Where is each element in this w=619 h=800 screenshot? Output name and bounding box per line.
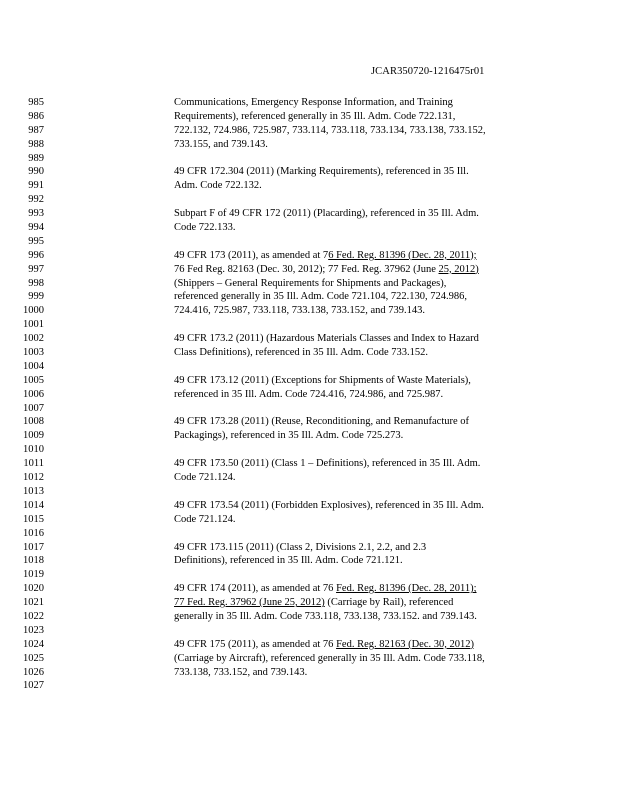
text-segment: Adm. Code 722.132. [174, 180, 262, 192]
line-number: 990 [28, 166, 44, 178]
text-segment: Packagings), referenced in 35 Ill. Adm. Code 725.273. [174, 430, 404, 442]
line-number: 988 [28, 138, 44, 150]
line-number: 1023 [23, 624, 44, 636]
line-number: 1024 [23, 638, 44, 650]
line-number: 1003 [23, 347, 44, 359]
line-number: 1021 [23, 597, 44, 609]
line-number: 1004 [23, 360, 44, 372]
line-number: 999 [28, 291, 44, 303]
underlined-text: Fed. Reg. 82163 (Dec. 30, 2012) [336, 638, 474, 650]
text-line [174, 374, 534, 388]
text-line [174, 679, 534, 693]
underlined-text: 25, 2012) [438, 263, 479, 275]
text-line [174, 290, 534, 304]
text-segment: referenced in 35 Ill. Adm. Code 724.416, 724.986, and 725.987. [174, 388, 444, 400]
text-segment: 733.155, and 739.143. [174, 138, 268, 150]
text-segment: 49 CFR 173 (2011), as amended at 7 [174, 249, 329, 261]
text-segment: 49 CFR 175 (2011), as amended at 76 [174, 638, 337, 650]
line-number: 991 [28, 180, 44, 192]
text-line [174, 138, 534, 152]
underlined-text: Fed. Reg. 81396 (Dec. 28, 2011); [336, 583, 477, 595]
line-number: 1000 [23, 305, 44, 317]
line-number: 985 [28, 97, 44, 108]
text-line [174, 96, 534, 110]
line-number: 1008 [23, 416, 44, 428]
text-line [174, 610, 534, 624]
line-number: 1009 [23, 430, 44, 442]
text-line [174, 554, 534, 568]
line-number: 1017 [23, 541, 44, 553]
line-number: 1013 [23, 485, 44, 497]
line-number: 998 [28, 277, 44, 289]
text-segment: 49 CFR 173.50 (2011) (Class 1 – Definitions), referenced in 35 Ill. Adm. [174, 458, 481, 470]
text-segment: 49 CFR 172.304 (2011) (Marking Requirements), referenced in 35 Ill. [174, 166, 469, 178]
text-segment: 722.132, 724.986, 725.987, 733.114, 733.118, 733.134, 733.138, 733.152, [174, 124, 486, 136]
line-number: 1002 [23, 333, 44, 345]
text-segment: generally in 35 Ill. Adm. Code 733.118, 733.138, 733.152. and 739.143. [174, 610, 477, 622]
text-line [174, 499, 534, 513]
underlined-text: 77 Fed. Reg. 37962 (June 25, 2012) [174, 597, 325, 609]
text-segment: 49 CFR 173.115 (2011) (Class 2, Divisions 2.1, 2.2, and 2.3 [174, 541, 427, 553]
line-number-column [0, 96, 44, 693]
text-line [174, 652, 534, 666]
text-segment: 724.416, 725.987, 733.118, 733.138, 733.152, and 739.143. [174, 305, 426, 317]
line-number: 1027 [23, 680, 44, 692]
text-line [174, 263, 534, 277]
text-line [174, 443, 534, 457]
line-number: 1020 [23, 583, 44, 595]
underlined-text: 6 Fed. Reg. 81396 (Dec. 28, 2011); [328, 249, 477, 261]
text-line [174, 304, 534, 318]
document-id-header: JCAR350720-1216475r01 [371, 66, 485, 77]
text-line [174, 596, 534, 610]
line-number: 1014 [23, 499, 44, 511]
text-segment: (Carriage by Aircraft), referenced generally in 35 Ill. Adm. Code 733.118, [174, 652, 485, 664]
line-number: 1007 [23, 402, 44, 414]
line-number: 987 [28, 124, 44, 136]
text-segment: 49 CFR 173.54 (2011) (Forbidden Explosives), referenced in 35 Ill. Adm. [174, 499, 484, 511]
text-segment: (Carriage by Rail), referenced [324, 597, 454, 609]
text-segment: 49 CFR 173.12 (2011) (Exceptions for Shipments of Waste Materials), [174, 374, 471, 386]
text-line [174, 666, 534, 680]
text-line [174, 152, 534, 166]
line-number: 1005 [23, 374, 44, 386]
line-number: 1011 [23, 458, 44, 470]
line-number: 1010 [23, 444, 44, 456]
text-line [174, 346, 534, 360]
text-line [174, 193, 534, 207]
text-line [174, 568, 534, 582]
line-number: 1016 [23, 527, 44, 539]
text-line [174, 582, 534, 596]
line-number: 993 [28, 208, 44, 220]
text-segment: referenced generally in 35 Ill. Adm. Code 721.104, 722.130, 724.986, [174, 291, 468, 303]
text-line [174, 388, 534, 402]
line-number: 1006 [23, 388, 44, 400]
text-line [174, 457, 534, 471]
text-line [174, 527, 534, 541]
line-number: 1018 [23, 555, 44, 567]
text-line [174, 277, 534, 291]
text-line [174, 638, 534, 652]
text-line [174, 318, 534, 332]
line-number: 986 [28, 110, 44, 122]
text-segment: Communications, Emergency Response Information, and Training [174, 97, 453, 108]
text-line [174, 235, 534, 249]
text-line [174, 165, 534, 179]
line-number: 1026 [23, 666, 44, 678]
text-line [174, 513, 534, 527]
line-number: 997 [28, 263, 44, 275]
text-segment: Code 721.124. [174, 513, 236, 525]
line-number: 995 [28, 235, 44, 247]
line-number: 1019 [23, 569, 44, 581]
text-line [174, 207, 534, 221]
line-number: 1012 [23, 472, 44, 484]
text-segment: Subpart F of 49 CFR 172 (2011) (Placarding), referenced in 35 Ill. Adm. [174, 208, 479, 220]
text-segment: Definitions), referenced in 35 Ill. Adm. Code 721.121. [174, 555, 403, 567]
text-segment: 733.138, 733.152, and 739.143. [174, 666, 308, 678]
text-segment: Code 721.124. [174, 472, 236, 484]
text-line [174, 471, 534, 485]
text-line [174, 249, 534, 263]
line-number: 1001 [23, 319, 44, 331]
line-number: 996 [28, 249, 44, 261]
text-line [174, 221, 534, 235]
text-line [174, 110, 534, 124]
text-line [174, 541, 534, 555]
text-line [174, 332, 534, 346]
text-line [174, 624, 534, 638]
text-line [174, 402, 534, 416]
text-segment: 49 CFR 174 (2011), as amended at 76 [174, 583, 337, 595]
text-segment: (Shippers – General Requirements for Shipments and Packages), [174, 277, 447, 289]
text-line [174, 360, 534, 374]
text-line [174, 179, 534, 193]
document-body [174, 96, 534, 693]
line-number: 994 [28, 222, 44, 234]
text-segment: Requirements), referenced generally in 35 Ill. Adm. Code 722.131, [174, 110, 456, 122]
line-number: 989 [28, 152, 44, 164]
text-segment: 76 Fed Reg. 82163 (Dec. 30, 2012); 77 Fed. Reg. 37962 (June [174, 263, 439, 275]
text-line [174, 124, 534, 138]
text-segment: 49 CFR 173.28 (2011) (Reuse, Reconditioning, and Remanufacture of [174, 416, 470, 428]
text-line [174, 429, 534, 443]
text-line [174, 415, 534, 429]
line-number: 1015 [23, 513, 44, 525]
line-number: 1025 [23, 652, 44, 664]
text-segment: Code 722.133. [174, 222, 236, 234]
line-number: 992 [28, 194, 44, 206]
line-number: 1022 [23, 610, 44, 622]
text-segment: 49 CFR 173.2 (2011) (Hazardous Materials Classes and Index to Hazard [174, 333, 479, 345]
text-segment: Class Definitions), referenced in 35 Ill. Adm. Code 733.152. [174, 347, 428, 359]
text-line [174, 485, 534, 499]
